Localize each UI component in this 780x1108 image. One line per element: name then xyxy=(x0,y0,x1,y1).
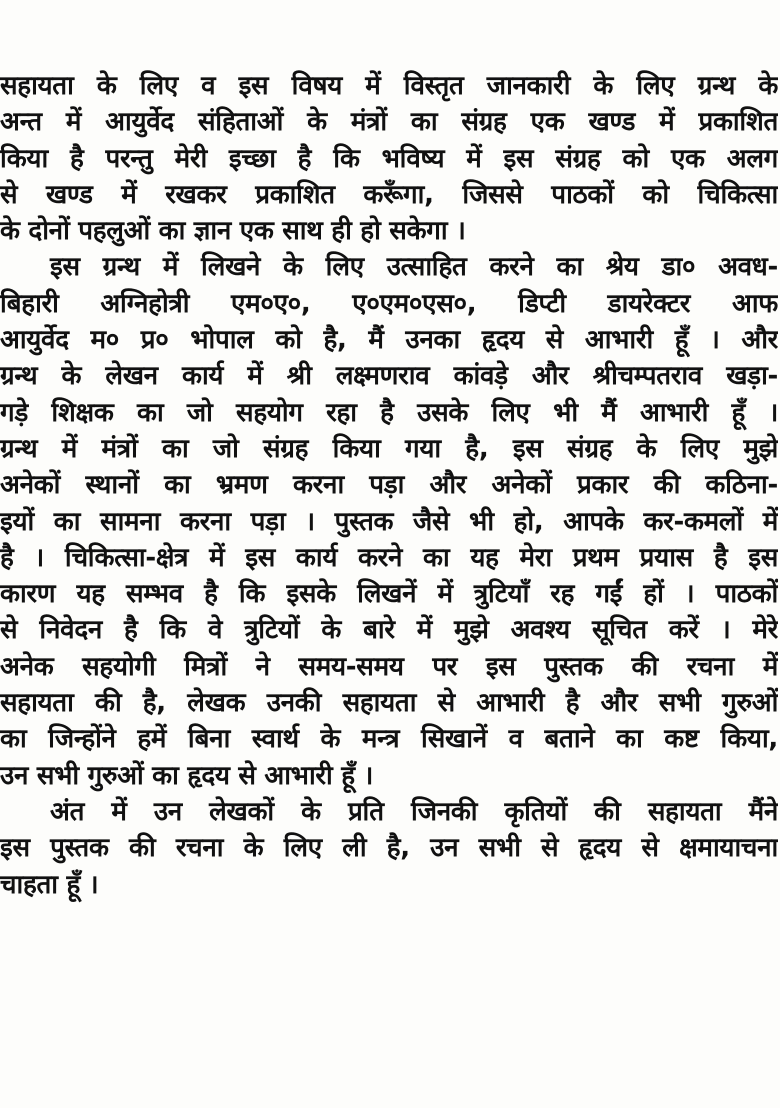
text-line: इस पुस्तक की रचना के लिए ली है, उन सभी से हृदय से क्षमायाचना xyxy=(0,833,778,864)
text-line: अनेक सहयोगी मित्रों ने समय-समय पर इस पुस्तक की रचना में xyxy=(0,651,778,682)
text-line: से खण्ड में रखकर प्रकाशित करूँगा, जिससे पाठकों को चिकित्सा xyxy=(0,179,778,210)
paragraph-end-line: के दोनों पहलुओं का ज्ञान एक साथ ही हो सकेगा । xyxy=(0,216,466,247)
text-line: बिहारी अग्निहोत्री एम०ए०, ए०एम०एस०, डिप्टी डायरेक्टर आफ xyxy=(0,288,778,319)
paragraph-end-line: उन सभी गुरुओं का हृदय से आभारी हूँ । xyxy=(0,760,374,791)
text-line: इयों का सामना करना पड़ा । पुस्तक जैसे भी हो, आपके कर-कमलों में xyxy=(0,506,778,537)
text-line: का जिन्होंने हमें बिना स्वार्थ के मन्त्र सिखानें व बताने का कष्ट किया, xyxy=(0,724,778,755)
paragraph-start-line: अंत में उन लेखकों के प्रति जिनकी कृतियों की सहायता मैंने xyxy=(50,796,778,827)
text-line: गड़े शिक्षक का जो सहयोग रहा है उसके लिए भी मैं आभारी हूँ । xyxy=(0,397,778,428)
paragraph-start-line: इस ग्रन्थ में लिखने के लिए उत्साहित करने का श्रेय डा० अवध- xyxy=(50,252,778,283)
text-line: किया है परन्तु मेरी इच्छा है कि भविष्य में इस संग्रह को एक अलग xyxy=(0,143,778,174)
paragraph-end-line: चाहता हूँ । xyxy=(0,869,99,900)
body-text xyxy=(0,68,778,903)
text-line: अन्त में आयुर्वेद संहिताओं के मंत्रों का संग्रह एक खण्ड में प्रकाशित xyxy=(0,107,778,138)
text-line: आयुर्वेद म० प्र० भोपाल को है, मैं उनका हृदय से आभारी हूँ । और xyxy=(0,325,778,356)
text-line: कारण यह सम्भव है कि इसके लिखनें में त्रुटियाँ रह गईं हों । पाठकों xyxy=(0,579,778,610)
text-line: अनेकों स्थानों का भ्रमण करना पड़ा और अनेकों प्रकार की कठिना- xyxy=(0,470,778,501)
text-line: सहायता की है, लेखक उनकी सहायता से आभारी है और सभी गुरुओं xyxy=(0,688,778,719)
text-line: है । चिकित्सा-क्षेत्र में इस कार्य करने का यह मेरा प्रथम प्रयास है इस xyxy=(0,542,778,573)
text-line: ग्रन्थ के लेखन कार्य में श्री लक्ष्मणराव कांवड़े और श्रीचम्पतराव खड़ा- xyxy=(0,361,778,392)
text-line: सहायता के लिए व इस विषय में विस्तृत जानकारी के लिए ग्रन्थ के xyxy=(0,71,778,101)
text-line: से निवेदन है कि वे त्रुटियों के बारे में मुझे अवश्य सूचित करें । मेरे xyxy=(0,615,778,646)
text-line: ग्रन्थ में मंत्रों का जो संग्रह किया गया है, इस संग्रह के लिए मुझे xyxy=(0,433,778,464)
